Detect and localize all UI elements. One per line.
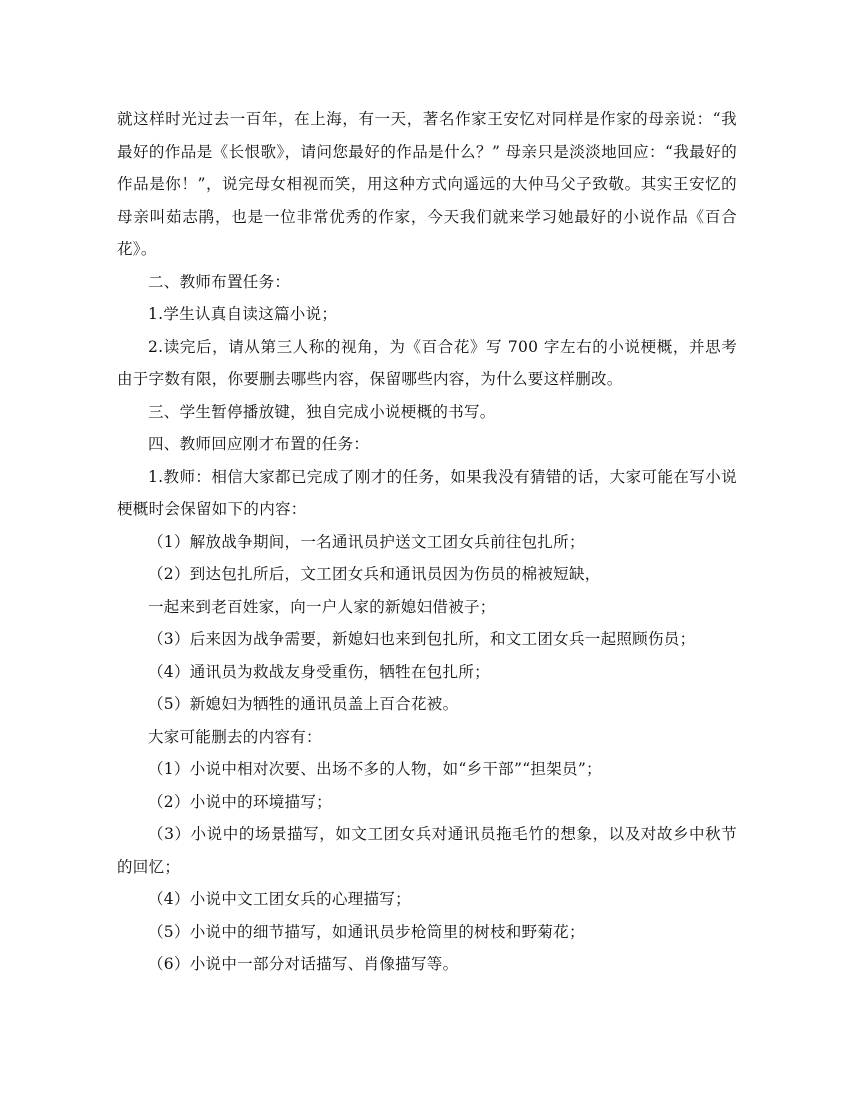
kept-content-item-5: （5）新媳妇为牺牲的通讯员盖上百合花被。 bbox=[148, 695, 459, 713]
deleted-content-item-2: （2）小说中的环境描写； bbox=[148, 792, 332, 811]
section-heading-3: 三、学生暂停播放键，独自完成小说梗概的书写。 bbox=[148, 402, 496, 421]
deleted-content-item-4: （4）小说中文工团女兵的心理描写； bbox=[148, 890, 411, 908]
teacher-response-paragraph: 1.教师：相信大家都已完成了刚才的任务，如果我没有猜错的话，大家可能在写小说梗概时会保留如下的内容： bbox=[117, 467, 737, 518]
task-item-2: 2.读完后，请从第三人称的视角，为《百合花》写 700 字左右的小说梗概，并思考由于字数有限，你要删去哪些内容，保留哪些内容，为什么要这样删改。 bbox=[117, 337, 737, 388]
kept-content-item-4: （4）通讯员为救战友身受重伤，牺牲在包扎所； bbox=[148, 662, 490, 681]
deleted-content-item-3: （3）小说中的场景描写，如文工团女兵对通讯员拖毛竹的想象，以及对故乡中秋节的回忆； bbox=[117, 825, 737, 876]
kept-content-item-3: （3）后来因为战争需要，新媳妇也来到包扎所，和文工团女兵一起照顾伤员； bbox=[148, 630, 696, 648]
kept-content-item-1: （1）解放战争期间，一名通讯员护送文工团女兵前往包扎所； bbox=[148, 532, 585, 551]
intro-paragraph: 就这样时光过去一百年，在上海，有一天，著名作家王安忆对同样是作家的母亲说：“我最好的作品是《长恨歌》，请问您最好的作品是什么？” 母亲只是淡淡地回应：“我最好的作品是你！”，说完母女相视而笑，用这种方式向遥远的大仲马父子致敬。其实王安忆的母亲叫茹志鹃，也是一位非常优秀的作家，今天我们就来学习她最好的小说作品《百合花》。 bbox=[117, 110, 737, 258]
deleted-content-item-1: （1）小说中相对次要、出场不多的人物，如“乡干部”“担架员”； bbox=[148, 760, 602, 778]
kept-content-item-2-continued: 一起来到老百姓家，向一户人家的新媳妇借被子； bbox=[148, 597, 496, 616]
section-heading-4: 四、教师回应刚才布置的任务： bbox=[148, 435, 370, 453]
deleted-content-heading: 大家可能删去的内容有： bbox=[148, 727, 322, 746]
kept-content-item-2: （2）到达包扎所后，文工团女兵和通讯员因为伤员的棉被短缺， bbox=[148, 565, 601, 583]
task-item-1: 1.学生认真自读这篇小说； bbox=[148, 305, 338, 323]
deleted-content-item-5: （5）小说中的细节描写，如通讯员步枪筒里的树枝和野菊花； bbox=[148, 922, 585, 941]
document-page bbox=[117, 103, 737, 981]
deleted-content-item-6: （6）小说中一部分对话描写、肖像描写等。 bbox=[148, 955, 459, 973]
section-heading-2: 二、教师布置任务： bbox=[148, 272, 291, 291]
